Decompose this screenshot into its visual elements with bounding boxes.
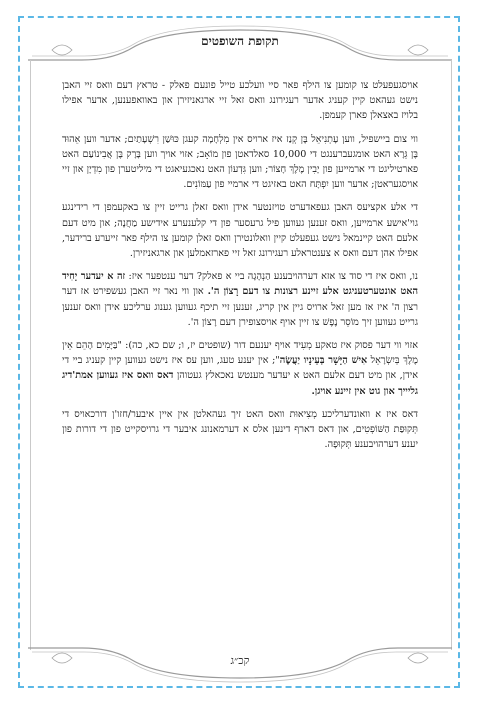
paragraph-text: אויסגעפעלט צו קומען צו הילף פאר סיי וועלכע טייל פונעם פאלק - טראץ דעם וואס זיי האבן נישט געהאט קיין קעניג אדער רעגירונג וואס זאל זיי ארגאניזירן און באוואפענען, אדער אפילו בלויז באצאלן פארן קעמפן. bbox=[62, 80, 418, 122]
paragraph-bold-text: זה א יעדער יָחִיד האט אונטערטעניגט אלע זיינע רצונות צו דעם רָצוֹן ה'. bbox=[62, 271, 418, 298]
paragraph-text: אזוי ווי דער פסוק איז טאקע מְעִיד אויף יענעם דור (שופטים יז, ו; שם כא, כה): "בַּיָּמִים הָהֵם אֵין מֶלֶךְ בְּיִשְׂרָאֵל bbox=[62, 340, 418, 367]
paragraph-text: דאס איז א וואונדערליכע מְצִיאוּת וואס האט זיך געהאלטן אין איין איבער/חזו'ן דורכאויס די תְּקוּפַת הַשּׁוֹפְטִים, און דאס דארף דינען אלס א דערמאנונג איבער די גרויסקייט פון די דורות פון יענע דערהויבענע תְּקוּפָה. bbox=[62, 408, 418, 451]
paragraph-5 bbox=[62, 338, 418, 399]
paragraph-4 bbox=[62, 269, 418, 330]
paragraph-1 bbox=[62, 78, 418, 124]
paragraph-text: נו, וואס איז די סוד צו אזא דערהויבענע הַנְהָגָה ביי א פאלק? דער ענטפער איז: bbox=[125, 271, 418, 283]
running-header-title: תקופת השופטים bbox=[201, 34, 279, 48]
page-number: קכ״ג bbox=[230, 654, 250, 667]
paragraph-3 bbox=[62, 200, 418, 261]
paragraph-text: די אלע אקציעס האבן געפאדערט טויזנטער אידן וואס זאלן גרייט זיין צו באקעמפן די רידינגע גוי'אישע ארמייען, וואס זענען געווען פיל גרעסער פון די קלענערע אידישע מַחֲנֶה; און מיט דעם אלעם האט קיינמאל נישט געפעלט קיין וואלונטירן וואס זאלן קומען צו הילף פאר זייערע ברידער, אפילו אהן דעם וואס א צענטראלע רעגירונג זאל זיי פארזאמלען און ארגאניזירן. bbox=[62, 202, 418, 260]
paragraph-bold-text: דאס וואס איז געווען אמת'דיג גליייך און גוט אין זיינע אויגן. bbox=[62, 370, 418, 397]
paragraph-text: "; אין יענע טעג, ווען עס איז נישט געווען קיין קעניג ביי די אידן, און מיט דעם אלעם האט א יעדער מענטש נאכאלץ געטוהן bbox=[62, 355, 418, 382]
paragraph-6 bbox=[62, 407, 418, 453]
page-body bbox=[62, 78, 418, 460]
paragraph-text: און ווי נאר זיי האבן געשפירט אז דער רצון ה' איז אז מען זאל ארויס גיין אין קריג, זענען זיי תיכף געווען גענוג ערליכע אידן וואס זענען גרייט געווען זיך מוֹסֵר נֶפֶשׁ צו זיין אויף אויסצופירן דעם רָצוֹן ה'. bbox=[62, 286, 418, 328]
paragraph-bold-text: אִישׁ הַיָּשָׁר בְּעֵינָיו יַעֲשֶׂה bbox=[279, 355, 368, 367]
paragraph-2 bbox=[62, 132, 418, 193]
paragraph-text: ווי צום ביישפיל, ווען עָתְנִיאֵל בֶּן קְנַז איז ארויס אין מִלְחָמָה קעגן כּוּשַׁן רִשְׁעָתַיִם; אדער ווען אֵהוּד בֶּן גֵּרָא האט אומגעברענגט די 10,000 סאלדאטן פון מוֹאָב; אזוי אויך ווען בָּרָק בֶּן אֲבִינוֹעַם האט פארטיליגט די ארמייען פון יָבִין מֶלֶךְ חָצוֹר; ווען גִּדְעוֹן האט נאכגעיאגט די מיליטערן פון מִדְיָן און זיי אויסגעראטן; אדער ווען יִפְתָּח האט באזיגט די ארמיי פון עַמּוֹנִים. bbox=[62, 133, 418, 191]
